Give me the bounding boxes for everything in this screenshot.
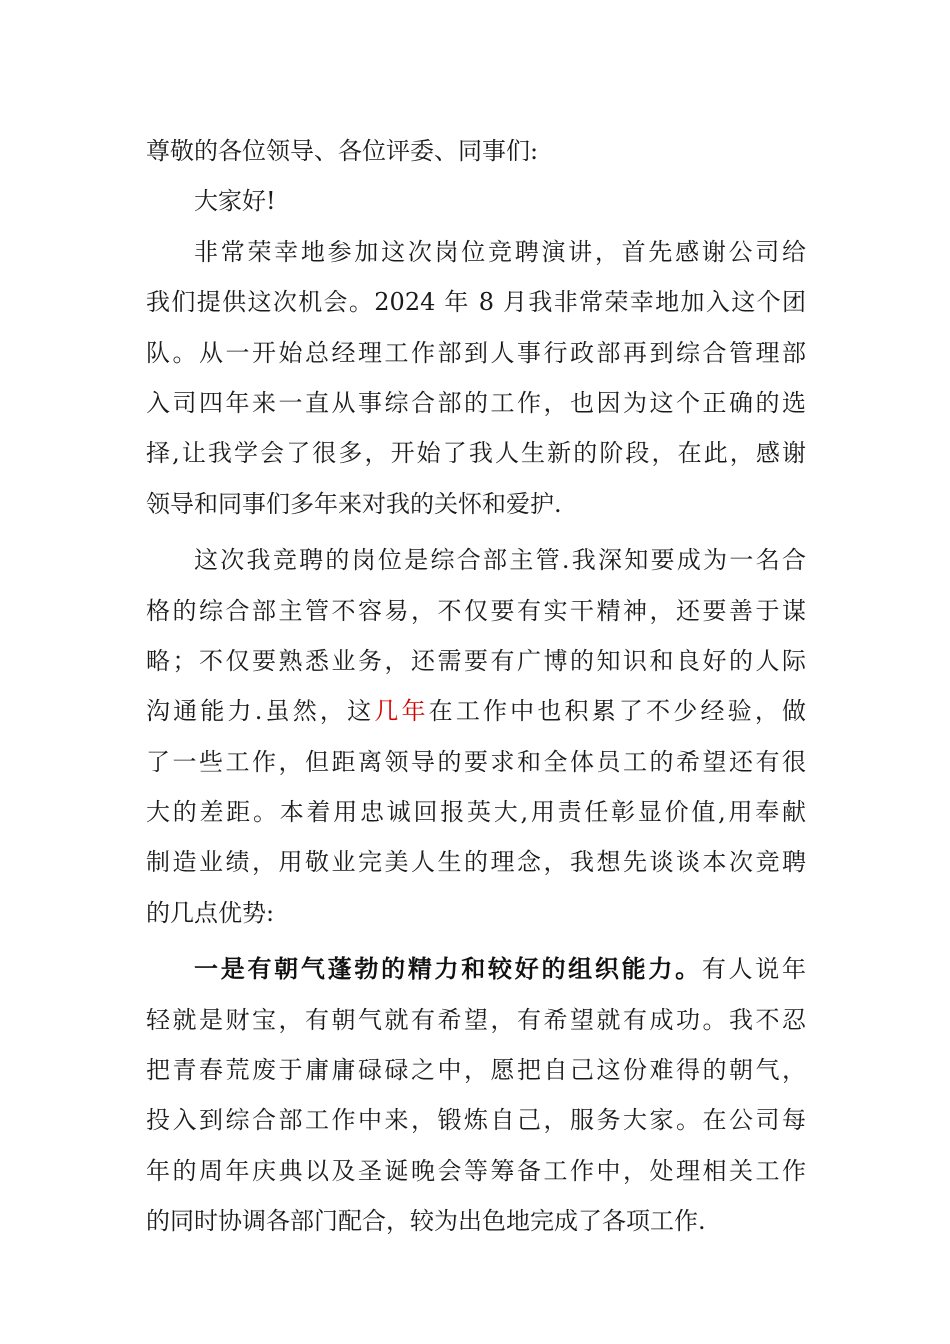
paragraph-1-line: 择,让我学会了很多，开始了我人生新的阶段，在此，感谢 [146, 439, 806, 468]
paragraph-2-text: 在工作中也积累了不少经验，做 [428, 697, 807, 726]
paragraph-2-line: 略；不仅要熟悉业务，还需要有广博的知识和良好的人际 [146, 646, 806, 675]
document-body [146, 126, 806, 1247]
paragraph-3 [146, 944, 806, 1246]
paragraph-3-line: 年的周年庆典以及圣诞晚会等筹备工作中，处理相关工作 [146, 1156, 806, 1185]
paragraph-3-line: 把青春荒废于庸庸碌碌之中，愿把自己这份难得的朝气， [146, 1056, 806, 1085]
paragraph-1 [146, 227, 806, 529]
paragraph-1-line: 非常荣幸地参加这次岗位竞聘演讲，首先感谢公司给 [194, 237, 806, 266]
paragraph-2-line: 的几点优势: [146, 898, 275, 927]
paragraph-2-text: 沟通能力.虽然，这 [146, 697, 375, 726]
paragraph-1-line: 队。从一开始总经理工作部到人事行政部再到综合管理部 [146, 338, 806, 367]
paragraph-1-line: 我们提供这次机会。2024 年 8 月我非常荣幸地加入这个团 [146, 288, 806, 317]
section-heading: 一是有朝气蓬勃的精力和较好的组织能力。 [194, 955, 702, 984]
paragraph-2-line: 大的差距。本着用忠诚回报英大,用责任彰显价值,用奉献 [146, 798, 806, 827]
paragraph-3-text: 有人说年 [701, 955, 807, 984]
paragraph-3-line: 投入到综合部工作中来，锻炼自己，服务大家。在公司每 [146, 1106, 806, 1135]
paragraph-1-line: 领导和同事们多年来对我的关怀和爱护. [146, 489, 562, 518]
paragraph-2 [146, 535, 806, 938]
paragraph-2-line: 了一些工作，但距离领导的要求和全体员工的希望还有很 [146, 747, 806, 776]
highlighted-text: 几年 [374, 697, 429, 726]
paragraph-2-line: 这次我竞聘的岗位是综合部主管.我深知要成为一名合 [194, 546, 806, 575]
salutation: 尊敬的各位领导、各位评委、同事们: [146, 137, 539, 165]
paragraph-2-line: 格的综合部主管不容易，不仅要有实干精神，还要善于谋 [146, 596, 806, 625]
paragraph-2-line: 制造业绩，用敬业完美人生的理念，我想先谈谈本次竞聘 [146, 848, 806, 877]
paragraph-3-line: 的同时协调各部门配合，较为出色地完成了各项工作. [146, 1207, 706, 1236]
paragraph-3-line: 轻就是财宝，有朝气就有希望，有希望就有成功。我不忍 [146, 1005, 806, 1034]
paragraph-1-line: 入司四年来一直从事综合部的工作，也因为这个正确的选 [146, 388, 806, 417]
paragraph-2-line [146, 686, 806, 736]
greeting: 大家好! [194, 187, 276, 216]
paragraph-3-line [146, 944, 806, 994]
